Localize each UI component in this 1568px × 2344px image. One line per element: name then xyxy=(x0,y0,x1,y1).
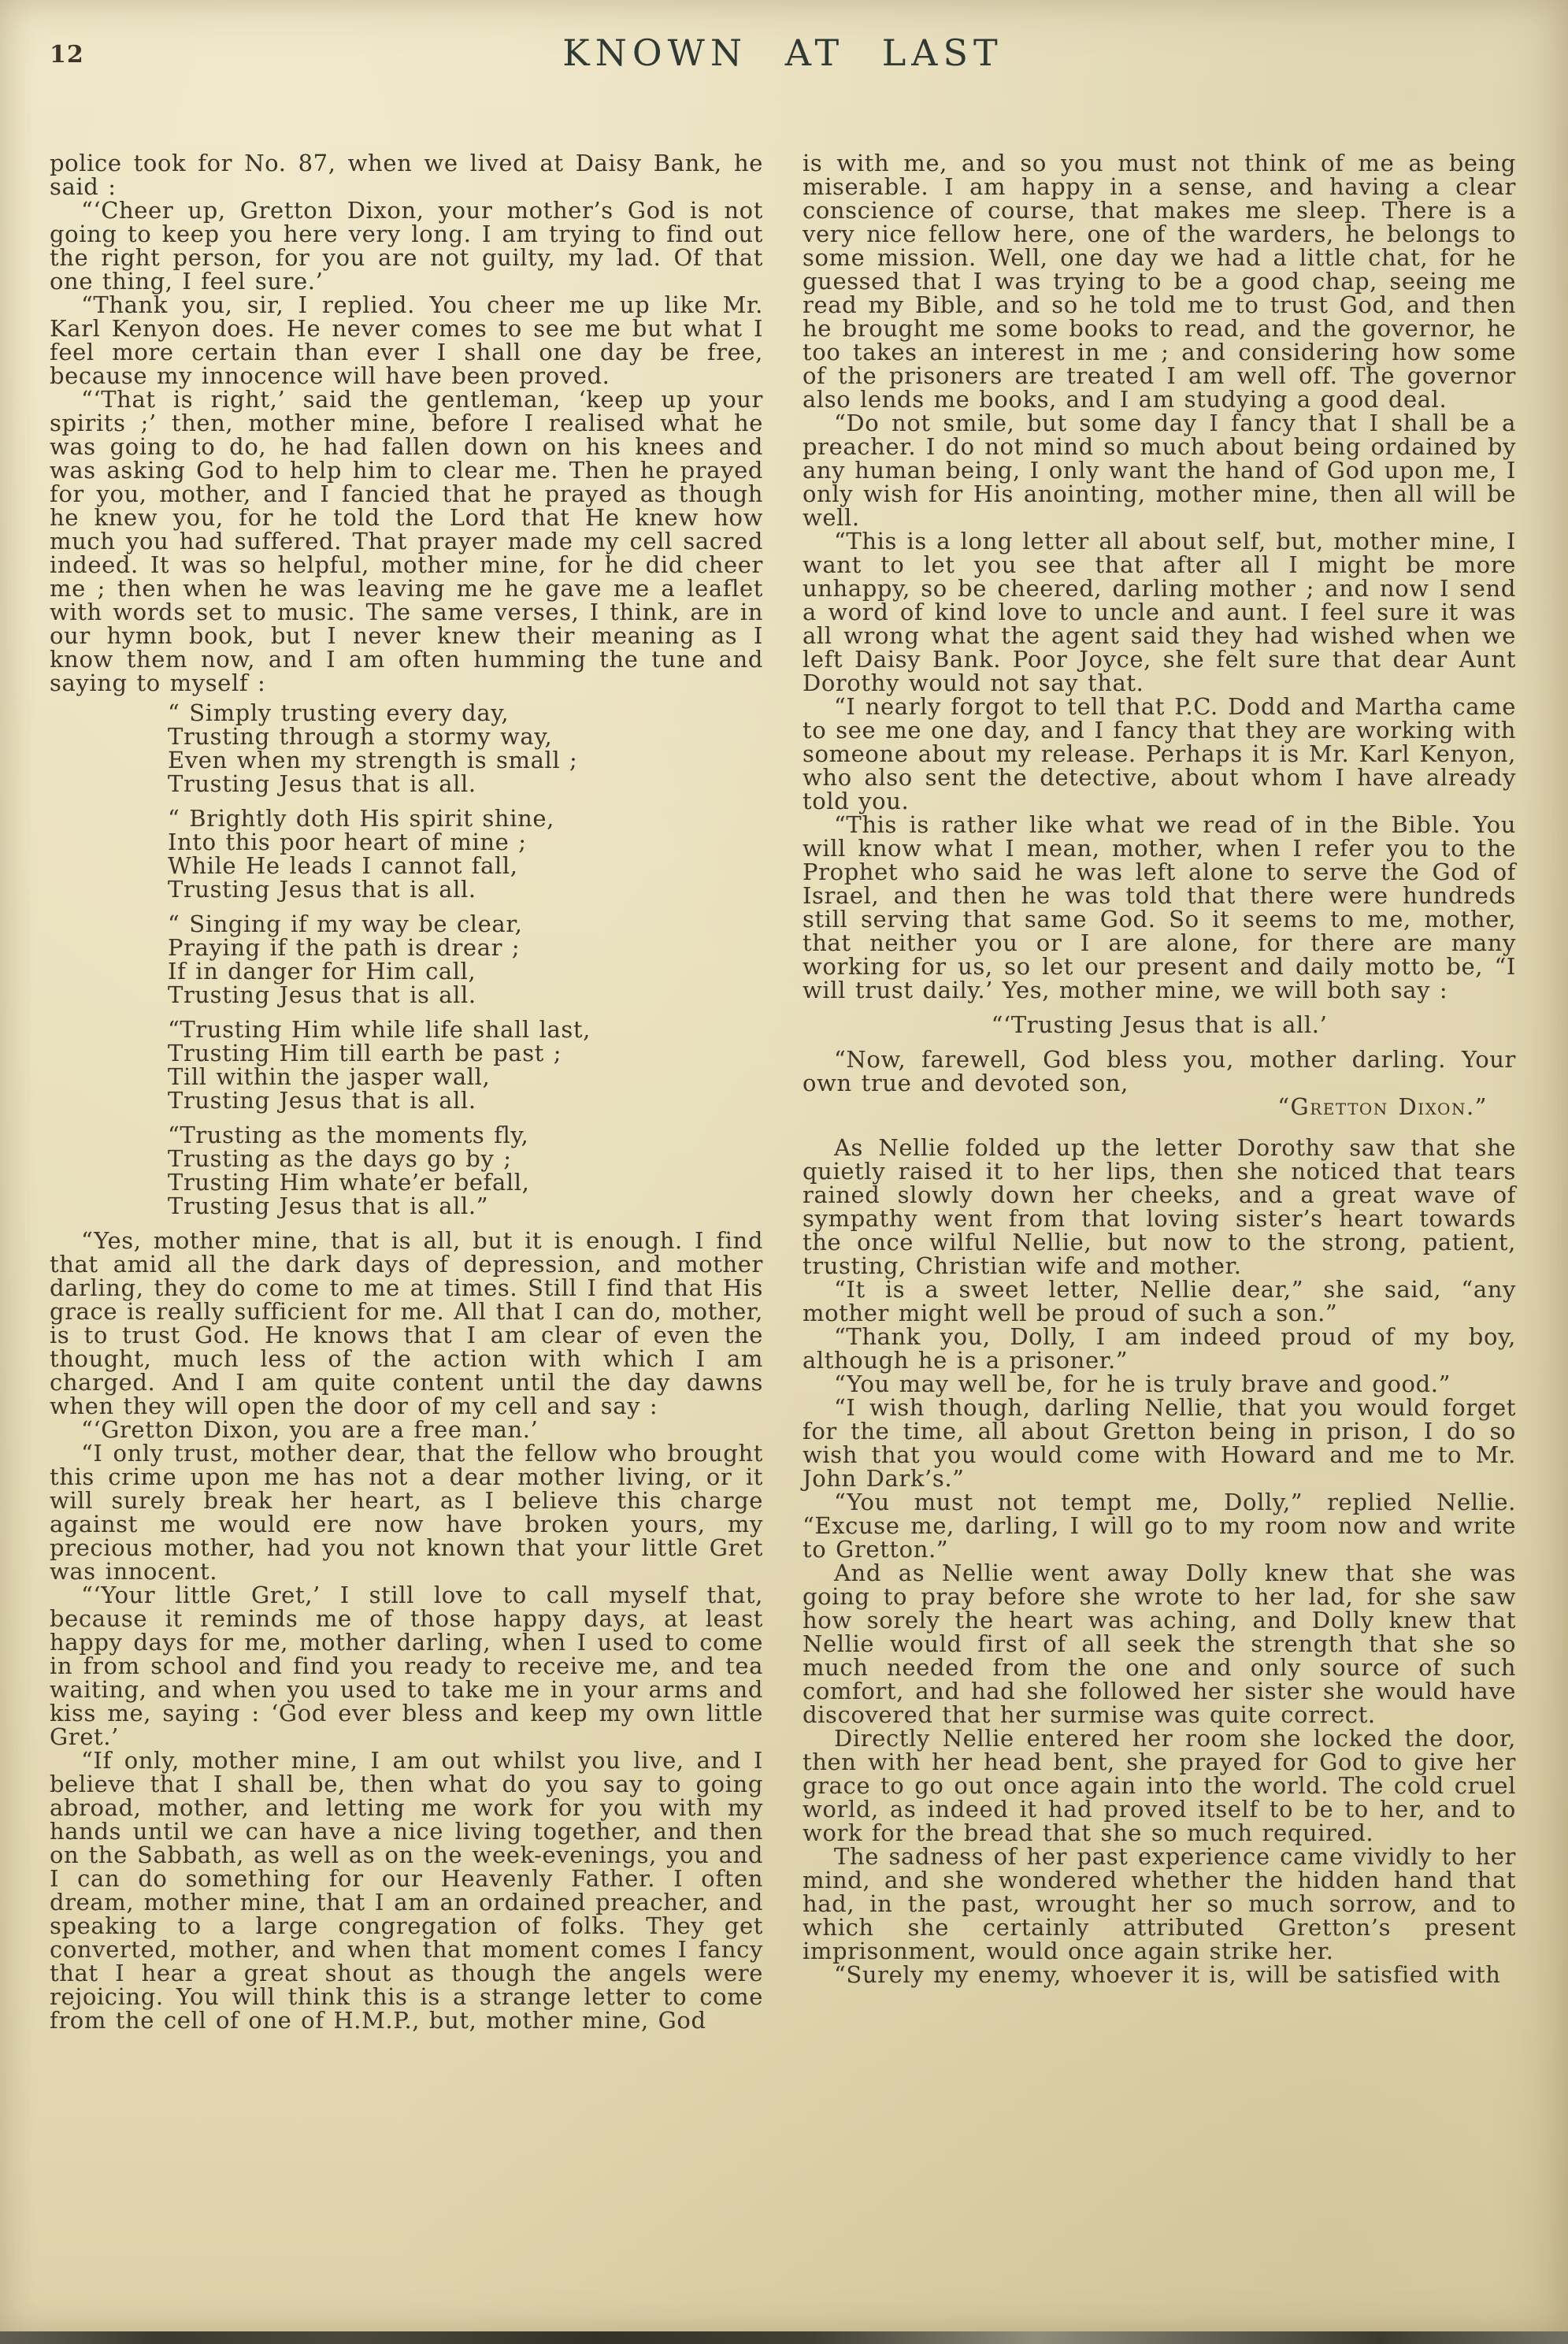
paragraph: “Yes, mother mine, that is all, but it is enough. I find that amid all the dark days of depression, and mother darling, they do come to me at times. Still I find that His grace is really sufficient for me. All that I can do, mother, is to trust God. He knows that I am clear of even the thought, much less of the action with which I am charged. And I am quite content until the day dawns when they will open the door of my cell and say : xyxy=(50,1227,763,1419)
scan-bottom-edge xyxy=(0,2331,1568,2344)
hymn-verse xyxy=(168,1018,763,1112)
paragraph: “Thank you, sir, I replied. You cheer me up like Mr. Karl Kenyon does. He never comes to see me but what I feel more certain than ever I shall one day be free, because my innocence will have been proved. xyxy=(50,291,763,389)
verse-line: Till within the jasper wall, xyxy=(168,1063,491,1090)
paragraph: “Do not smile, but some day I fancy that I shall be a preacher. I do not mind so much about being ordained by any human being, I only want the hand of God upon me, I only wish for His anointing, mother mine, then all will be well. xyxy=(803,410,1516,531)
paragraph: “This is rather like what we read of in the Bible. You will know what I mean, mother, when I refer you to the Prophet who said he was left alone to serve the God of Israel, and then he was told that there were hundreds still serving that same God. So it seems to me, mother, that neither you or I are alone, for there are many working for us, so let our present and daily motto be, “I will trust daily.’ Yes, mother mine, we will both say : xyxy=(803,811,1516,1003)
paragraph: “Surely my enemy, whoever it is, will be satisfied with xyxy=(834,1961,1501,1988)
paragraph: The sadness of her past experience came vividly to her mind, and she wondered whether the hidden hand that had, in the past, wrought her so much sorrow, and to which she certainly attributed Gretton’s present imprisonment, would once again strike her. xyxy=(803,1843,1516,1964)
verse-line: Trusting Him till earth be past ; xyxy=(168,1040,562,1066)
verse-line: Trusting Jesus that is all. xyxy=(168,770,476,797)
paragraph: “‘Your little Gret,’ I still love to call myself that, because it reminds me of those happy days, at least happy days for me, mother darling, when I used to come in from school and find you ready to receive me, and tea waiting, and when you used to take me in your arms and kiss me, saying : ‘God ever bless and keep my own little Gret.’ xyxy=(50,1582,763,1750)
paragraph: “‘Cheer up, Gretton Dixon, your mother’s God is not going to keep you here very long. I am trying to find out the right person, for you are not guilty, my lad. Of that one thing, I feel sure.’ xyxy=(50,197,763,295)
page-header xyxy=(50,32,1516,102)
letter-signature: “Gretton Dixon.” xyxy=(1277,1093,1488,1120)
verse-line: “ Singing if my way be clear, xyxy=(168,911,523,937)
paragraph: “It is a sweet letter, Nellie dear,” she said, “any mother might well be proud of such a son.” xyxy=(803,1276,1516,1326)
verse-line: While He leads I cannot fall, xyxy=(168,852,518,879)
verse-line: Trusting Jesus that is all.” xyxy=(168,1192,489,1219)
page-title: KNOWN AT LAST xyxy=(562,32,1003,74)
hymn-verse xyxy=(168,1123,763,1218)
paragraph: As Nellie folded up the letter Dorothy saw that she quietly raised it to her lips, then she noticed that tears rained slowly down her cheeks, and a great wave of sympathy went from that loving sister’s heart towards the once wilful Nellie, but now to the strong, patient, trusting, Christian wife and mother. xyxy=(803,1134,1516,1279)
verse-line: “Trusting as the moments fly, xyxy=(168,1122,529,1148)
paragraph: police took for No. 87, when we lived at Daisy Bank, he said : xyxy=(50,150,763,200)
verse-line: Trusting Jesus that is all. xyxy=(168,1087,476,1114)
verse-line: Trusting as the days go by ; xyxy=(168,1145,512,1172)
paragraph: is with me, and so you must not think of me as being miserable. I am happy in a sense, and having a clear conscience of course, that makes me sleep. There is a very nice fellow here, one of the warders, he belongs to some mission. Well, one day we had a little chat, for he guessed that I was trying to be a good chap, seeing me read my Bible, and so he told me to trust God, and then he brought me some books to read, and the governor, he too takes an interest in me ; and considering how some of the prisoners are treated I am well off. The governor also lends me books, and I am studying a good deal. xyxy=(803,150,1516,413)
paragraph: “If only, mother mine, I am out whilst you live, and I believe that I shall be, then what do you say to going abroad, mother, and letting me work for you with my hands until we can have a nice living together, and then on the Sabbath, as well as on the week-evenings, you and I can do something for our Heavenly Father. I often dream, mother mine, that I am an ordained preacher, and speaking to a large congregation of folks. They get converted, mother, and when that moment comes I fancy that I hear a great shout as though the angels were rejoicing. You will think this is a strange letter to come from the cell of one of H.M.P., but, mother mine, God xyxy=(50,1747,763,2034)
verse-line: Praying if the path is drear ; xyxy=(168,934,521,961)
verse-line: If in danger for Him call, xyxy=(168,958,476,985)
hymn-verse xyxy=(168,912,763,1007)
left-column xyxy=(50,151,763,2312)
right-column xyxy=(803,151,1516,2312)
paragraph: “I wish though, darling Nellie, that you would forget for the time, all about Gretton being in prison, I do so wish that you would come with Howard and me to Mr. John Dark’s.” xyxy=(803,1394,1516,1492)
verse-line: Trusting through a stormy way, xyxy=(168,723,553,750)
verse-line: “Trusting Him while life shall last, xyxy=(168,1016,591,1043)
paragraph: “‘Gretton Dixon, you are a free man.’ xyxy=(81,1416,539,1443)
paragraph: “This is a long letter all about self, but, mother mine, I want to let you see that after all I might be more unhappy, so be cheered, darling mother ; and now I send a word of kind love to uncle and aunt. I feel sure it was all wrong what the agent said they had wished when we left Daisy Bank. Poor Joyce, she felt sure that dear Aunt Dorothy would not say that. xyxy=(803,528,1516,696)
page-number: 12 xyxy=(50,41,84,69)
verse-line: Trusting Jesus that is all. xyxy=(168,876,476,903)
hymn-verse xyxy=(168,807,763,901)
paragraph: Directly Nellie entered her room she locked the door, then with her head bent, she prayed for God to give her grace to go out once again into the world. The cold cruel world, as indeed it had proved itself to be to her, and to work for the bread that she so much required. xyxy=(803,1725,1516,1846)
verse-line: Trusting Jesus that is all. xyxy=(168,981,476,1008)
verse-line: “ Brightly doth His spirit shine, xyxy=(168,805,554,832)
paragraph: “Thank you, Dolly, I am indeed proud of my boy, although he is a prisoner.” xyxy=(803,1323,1516,1374)
paragraph: “You must not tempt me, Dolly,” replied Nellie. “Excuse me, darling, I will go to my room now and write to Gretton.” xyxy=(803,1489,1516,1563)
paragraph: “You may well be, for he is truly brave and good.” xyxy=(834,1370,1451,1397)
hymn-verse xyxy=(168,701,763,796)
paragraph: “I nearly forgot to tell that P.C. Dodd and Martha came to see me one day, and I fancy that they are working with someone about my release. Perhaps it is Mr. Karl Kenyon, who also sent the detective, about whom I have already told you. xyxy=(803,693,1516,814)
verse-line: Trusting Him whate’er befall, xyxy=(168,1169,530,1196)
paragraph: “I only trust, mother dear, that the fellow who brought this crime upon me has not a dear mother living, or it will surely break her heart, as I believe this charge against me would ere now have broken yours, my precious mother, had you not known that your little Gret was innocent. xyxy=(50,1440,763,1585)
paragraph: “Now, farewell, God bless you, mother darling. Your own true and devoted son, xyxy=(803,1046,1516,1096)
verse-line: “ Simply trusting every day, xyxy=(168,699,510,726)
verse-line: Even when my strength is small ; xyxy=(168,747,578,773)
paragraph: “‘That is right,’ said the gentleman, ‘keep up your spirits ;’ then, mother mine, before I realised what he was going to do, he had fallen down on his knees and was asking God to help him to clear me. Then he prayed for you, mother, and I fancied that he prayed as though he knew you, for he told the Lord that He knew how much you had suffered. That prayer made my cell sacred indeed. It was so helpful, mother mine, for he did cheer me ; then when he was leaving me he gave me a leaflet with words set to music. The same verses, I think, are in our hymn book, but I never knew their meaning as I know them now, and I am often humming the tune and saying to myself : xyxy=(50,386,763,696)
centered-motto-line: “‘Trusting Jesus that is all.’ xyxy=(991,1011,1328,1038)
paragraph: And as Nellie went away Dolly knew that she was going to pray before she wrote to her lad, for she saw how sorely the heart was aching, and Dolly knew that Nellie would first of all seek the strength that she so much needed from the one and only source of such comfort, and had she followed her sister she would have discovered that her surmise was quite correct. xyxy=(803,1560,1516,1728)
verse-line: Into this poor heart of mine ; xyxy=(168,829,527,855)
page-body xyxy=(50,151,1516,2312)
